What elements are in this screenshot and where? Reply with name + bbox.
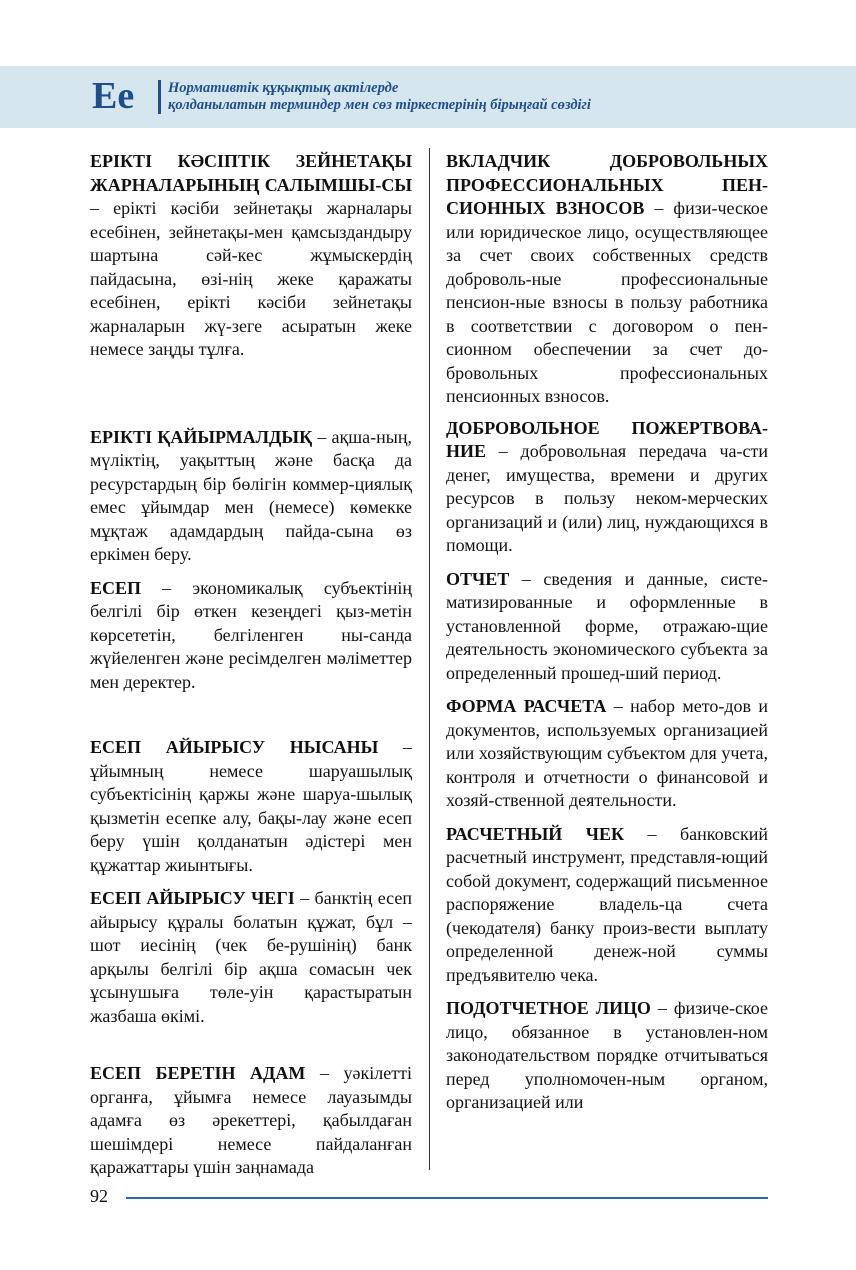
dictionary-entry — [90, 426, 412, 567]
entry-definition: – банковский расчетный инструмент, представля-ющий собой документ, содержащий письменное распоряжение владель-ца счета (чекодателя) банку произ-вести выплату определенной денеж-ной суммы предъявителю чека. — [446, 823, 768, 985]
entry-definition: – сведения и данные, систе-матизированные и оформленные в установленной форме, отражаю-щие деятельность экономического субъекта за определенный прошед-ший период. — [446, 568, 768, 683]
left-column — [90, 150, 412, 1180]
section-letter: Ee — [92, 75, 135, 117]
entry-definition: – добровольная передача ча-сти денег, имущества, времени и других ресурсов в пользу неком-мерческих организаций и (или) лиц, нуждающихся в помощи. — [446, 441, 768, 555]
dictionary-entry — [90, 1062, 412, 1180]
dictionary-entry — [446, 417, 768, 558]
entry-term: ПОДОТЧЕТНОЕ ЛИЦО — [446, 998, 651, 1018]
dictionary-entry — [90, 887, 412, 1028]
entry-term: РАСЧЕТНЫЙ ЧЕК — [446, 823, 625, 844]
dictionary-entry — [90, 577, 412, 695]
running-header-title — [168, 80, 591, 114]
entry-term: ЕСЕП АЙЫРЫСУ НЫСАНЫ — [90, 737, 379, 757]
dictionary-entry — [90, 150, 412, 362]
dictionary-entry — [446, 695, 768, 813]
entry-term: ЕСЕП АЙЫРЫСУ ЧЕГІ — [90, 888, 295, 908]
header-title-line-2: қолданылатын терминдер мен сөз тіркестерінің бірыңғай сөздігі — [168, 97, 591, 113]
entry-definition: – банктің есеп айырысу құралы болатын құжат, бұл – шот иесінің (чек бе-рушінің) банк арқылы белгілі бір ақша сомасын чек ұсынушыға төле-уін қарастыратын жазбаша өкімі. — [90, 888, 412, 1026]
column-divider — [429, 148, 430, 1170]
right-column — [446, 150, 768, 1115]
header-divider — [158, 80, 161, 114]
entry-definition: – ұйымның немесе шаруашылық субъектісінің қаржы және шаруа-шылық қызметін есепке алу, бақы-лау және есеп беру үшін қолданатын әдістері мен құжаттар жиынтығы. — [90, 737, 413, 875]
entry-definition: – уәкілетті органға, ұйымға немесе лауазымды адамға өз әрекеттері, қабылдаған шешімдері немесе пайдаланған қаражаттары үшін заңнамада — [90, 1063, 412, 1177]
entry-term: ЕСЕП — [90, 577, 142, 598]
entry-term: ЕРІКТІ КӘСІПТІК ЗЕЙНЕТАҚЫ ЖАРНАЛАРЫНЫҢ САЛЫМШЫ-СЫ — [90, 151, 412, 195]
dictionary-entry — [446, 568, 768, 686]
header-title-line-1: Нормативтік құқықтық актілерде — [168, 80, 399, 96]
dictionary-entry — [90, 736, 412, 877]
page-number: 92 — [90, 1186, 108, 1206]
entry-term: ВКЛАДЧИК ДОБРОВОЛЬНЫХ ПРОФЕССИОНАЛЬНЫХ ПЕН-СИОННЫХ ВЗНОСОВ — [446, 151, 768, 218]
entry-definition: – экономикалық субъектінің белгілі бір өткен кезеңдегі қыз-метін көрсететін, белгіленген ны-санда жүйеленген және ресімделген мәліметтер мен деректер. — [90, 577, 412, 692]
entry-term: ЕРІКТІ ҚАЙЫРМАЛДЫҚ — [90, 426, 313, 447]
entry-definition: – набор мето-дов и документов, используемых организацией или хозяйствующим субъектом для учета, контроля и отчетности о финансовой и хозяй-ственной деятельности. — [446, 696, 769, 810]
entry-definition: – ақша-ның, мүліктің, уақыттың және басқа да ресурстардың бір бөлігін коммер-циялық емес ұйымдар мен (немесе) көмекке мұқтаж адамдардың пайда-сына өз еркімен беру. — [90, 426, 412, 564]
dictionary-entry — [446, 823, 768, 988]
entry-term: ОТЧЕТ — [446, 568, 510, 589]
dictionary-entry — [446, 150, 768, 409]
entry-definition: – ерікті кәсіби зейнетақы жарналары есебінен, зейнетақы-мен қамсыздандыру шартына сәй-кес жұмыскердің пайдасына, өзі-нің жеке қаражаты есебінен, ерікті кәсіби зейнетақы жарналарын жү-зеге асыратын жеке немесе заңды тұлға. — [90, 198, 412, 359]
entry-term: ЕСЕП БЕРЕТІН АДАМ — [90, 1063, 306, 1083]
entry-definition: – физи-ческое или юридическое лицо, осуществляющее за счет своих собственных средств доброволь-ные профессиональные пенсион-ные взносы в пользу работника в соответствии с договором о пен-сионном обеспечении за счет до-бровольных профессиональных пенсионных взносов. — [446, 198, 768, 406]
entry-definition: – физиче-ское лицо, обязанное в установлен-ном законодательством порядке отчитываться перед уполномочен-ным органом, организацией или — [446, 998, 769, 1112]
entry-term: ДОБРОВОЛЬНОЕ ПОЖЕРТВОВА-НИЕ — [446, 417, 768, 461]
footer-rule — [126, 1197, 768, 1199]
entry-term: ФОРМА РАСЧЕТА — [446, 696, 607, 716]
dictionary-entry — [446, 997, 768, 1115]
